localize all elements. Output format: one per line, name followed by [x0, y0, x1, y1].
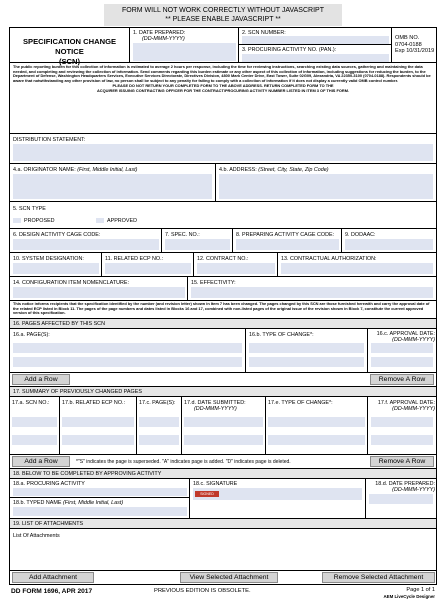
designer-credit: AEM LiveCycle Designer — [383, 594, 435, 599]
remove-attachment-button[interactable]: Remove Selected Attachment — [322, 572, 435, 583]
section-18-title: 18. BELOW TO BE COMPLETED BY APPROVING ACTIVITY — [13, 471, 162, 477]
typed-name-label: 18.b. TYPED NAME (First, Middle Initial, Last) — [13, 500, 124, 506]
cage-code-row — [9, 229, 437, 253]
section-16-header — [9, 319, 437, 329]
pan-input[interactable] — [242, 54, 389, 62]
procuring-activity-input[interactable] — [13, 488, 187, 496]
originator-address-cell — [216, 164, 437, 201]
pages-17-input-1[interactable] — [139, 417, 179, 427]
contract-no-cell — [194, 253, 278, 276]
type-of-change-input-2[interactable] — [249, 357, 364, 367]
system-designation-cell — [10, 253, 102, 276]
preparing-cage-input[interactable] — [236, 239, 339, 250]
banner-line-2: ** PLEASE ENABLE JAVASCRIPT ** — [165, 16, 281, 23]
attachments-list-label: List Of Attachments — [13, 533, 60, 539]
system-designation-label: 10. SYSTEM DESIGNATION: — [13, 256, 84, 262]
pages-input-1[interactable] — [13, 343, 242, 353]
section-17-buttons — [9, 455, 437, 469]
signature-badge[interactable]: SIGNED — [195, 491, 219, 497]
spec-no-input[interactable] — [165, 239, 230, 250]
related-ecp-cell — [102, 253, 194, 276]
approval-date-17-label: 17.f. APPROVAL DATE: (DD-MMM-YYYY) — [377, 400, 435, 412]
date-prepared-input[interactable] — [133, 43, 236, 61]
related-ecp-17-label: 17.b. RELATED ECP NO.: — [62, 400, 126, 406]
design-cage-cell — [10, 229, 162, 252]
spec-no-label: 7. SPEC. NO.: — [165, 232, 200, 238]
originator-label: 4.a. ORIGINATOR NAME: (First, Middle Initial, Last) — [13, 167, 138, 173]
scn-no-input-2[interactable] — [12, 435, 57, 445]
add-row-button-17[interactable]: Add a Row — [12, 456, 70, 467]
date-prepared-hint: (DD-MMM-YYYY) — [142, 36, 185, 42]
type-of-change-label: 16.b. TYPE OF CHANGE*: — [249, 332, 314, 338]
scn-type-approved[interactable]: APPROVED — [96, 218, 137, 224]
view-attachment-button[interactable]: View Selected Attachment — [180, 572, 278, 583]
procuring-activity-cell — [10, 479, 190, 498]
attachment-buttons — [9, 571, 437, 585]
contractual-authorization-input[interactable] — [281, 263, 433, 274]
distribution-label: DISTRIBUTION STATEMENT: — [13, 137, 86, 143]
pages-input-2[interactable] — [13, 357, 242, 367]
section-19-title: 19. LIST OF ATTACHMENTS — [13, 521, 84, 527]
previous-changes-table — [9, 397, 437, 455]
burden-text: The public reporting burden for this collection of information is estimated to average 2 hours per response, including the time for reviewing instructions, searching existing data sources, gathering and maintaining the data needed, and completing and reviewing the collection of information. Send comments regarding this burden estimate or any other aspect of this collection of information, including suggestions for reducing the burden, to the Department of Defense, Washington Headquarters Services, Executive Services Directorate, Directives Division, 4800 Mark Center Drive, East Tower, Suite 02G09, Alexandria, VA 22350-3100 (0704-0188). Respondents should be aware that notwithstanding any other provision of law, no person shall be subject to any penalty for failing to comply with a collection of information if it does not display a currently valid OMB control number. — [13, 64, 431, 83]
pages-17-label: 17.c. PAGE(S): — [139, 400, 176, 406]
omb-expiration: Exp 10/31/2019 — [395, 48, 435, 55]
effectivity-input[interactable] — [191, 287, 433, 298]
pages-column — [10, 329, 246, 372]
preparing-cage-label: 8. PREPARING ACTIVITY CAGE CODE: — [236, 232, 335, 238]
approval-date-column — [368, 329, 437, 372]
effectivity-label: 15. EFFECTIVITY: — [191, 280, 236, 286]
javascript-banner — [104, 4, 342, 26]
pan-label: 3. PROCURING ACTIVITY NO. (PAN.): — [242, 47, 337, 53]
originator-name-cell — [10, 164, 216, 201]
design-cage-input[interactable] — [13, 239, 159, 250]
omb-number: 0704-0188 — [395, 41, 422, 48]
pages-17-input-2[interactable] — [139, 435, 179, 445]
type-of-change-17-column — [266, 397, 368, 454]
type-of-change-column — [246, 329, 368, 372]
approval-date-17-input-2[interactable] — [371, 435, 433, 445]
system-row — [9, 253, 437, 277]
approved-checkbox[interactable] — [96, 218, 104, 223]
proposed-checkbox[interactable] — [13, 218, 21, 223]
form-header — [9, 27, 437, 66]
section-16-buttons — [9, 373, 437, 387]
section-19-header — [9, 519, 437, 529]
date-submitted-label: 17.d. DATE SUBMITTED: (DD-MMM-YYYY) — [184, 400, 246, 412]
related-ecp-column — [60, 397, 137, 454]
related-ecp-17-input-2[interactable] — [62, 435, 134, 445]
date-submitted-input-1[interactable] — [184, 417, 263, 427]
approval-date-17-column — [368, 397, 437, 454]
attachments-block — [9, 529, 437, 571]
date-prepared-cell — [130, 28, 239, 63]
related-ecp-17-input-1[interactable] — [62, 417, 134, 427]
spec-no-cell — [162, 229, 233, 252]
form-title — [10, 28, 130, 66]
title-text: SPECIFICATION CHANGE NOTICE — [22, 37, 117, 56]
approval-date-input-2[interactable] — [371, 357, 433, 367]
attachments-list[interactable] — [13, 540, 433, 569]
effectivity-cell — [188, 277, 437, 300]
pages-label: 16.a. PAGE(S): — [13, 332, 50, 338]
omb-no: OMB NO. — [395, 35, 420, 41]
pages-affected-table — [9, 329, 437, 373]
change-notice-text: This notice informs recipients that the specification identified by the number (and revision letter) shown in Item 7 has been changed. The pages changed by this SCN are those furnished herewith and carry the approval date of the related ECP listed in Block 11. The pages of the page numbers and dates listed in Blocks 16 and 17, combined with non-listed pages of the original issue of the revision shown in Block 7, constitute the current approved version of this specification. — [13, 301, 430, 316]
change-notice — [9, 301, 437, 319]
approval-date-input-1[interactable] — [371, 343, 433, 353]
approval-date-prepared-cell — [366, 479, 437, 519]
contract-no-input[interactable] — [197, 263, 275, 274]
address-label: 4.b. ADDRESS: (Street, City, State, Zip Code) — [219, 167, 329, 173]
scn-number-cell — [239, 28, 392, 45]
form-footer — [9, 586, 437, 600]
scn-type-row — [9, 202, 437, 229]
scn-type-label: 5. SCN TYPE — [13, 206, 46, 212]
scn-no-column — [10, 397, 60, 454]
approving-activity-block — [9, 479, 437, 519]
distribution-row — [9, 134, 437, 164]
section-18-header — [9, 469, 437, 479]
typed-name-cell — [10, 498, 190, 519]
return-line-1: PLEASE DO NOT RETURN YOUR COMPLETED FORM TO THE ABOVE ADDRESS. RETURN COMPLETED FORM TO THE — [112, 83, 334, 89]
related-ecp-label: 11. RELATED ECP NO.: — [105, 256, 164, 262]
configuration-item-label: 14. CONFIGURATION ITEM NOMENCLATURE: — [13, 280, 130, 286]
preparing-cage-cell — [233, 229, 342, 252]
dodaac-input[interactable] — [345, 239, 433, 250]
contractual-authorization-cell — [278, 253, 437, 276]
change-type-legend: *"S" indicates the page is superseded. "A" indicates page is added. "D" indicates page is deleted. — [76, 459, 291, 465]
subtitle-text: (SCN) — [58, 57, 81, 66]
section-17-header — [9, 387, 437, 397]
system-designation-input[interactable] — [13, 263, 99, 274]
type-of-change-17-input-1[interactable] — [268, 417, 365, 427]
originator-row — [9, 164, 437, 202]
scn-number-label: 2. SCN NUMBER: — [242, 30, 286, 36]
form-number: DD FORM 1696, APR 2017 — [11, 588, 93, 595]
banner-line-1: FORM WILL NOT WORK CORRECTLY WITHOUT JAVASCRIPT — [122, 7, 324, 14]
dodaac-label: 9. DODAAC: — [345, 232, 376, 238]
section-16-title: 16. PAGES AFFECTED BY THIS SCN — [13, 321, 105, 327]
add-attachment-button[interactable]: Add Attachment — [12, 572, 94, 583]
distribution-input[interactable] — [13, 144, 433, 161]
date-submitted-input-2[interactable] — [184, 435, 263, 445]
design-cage-label: 6. DESIGN ACTIVITY CAGE CODE: — [13, 232, 101, 238]
date-prepared-label: 1. DATE PREPARED: — [133, 30, 186, 36]
approval-date-prepared-label: 18.d. DATE PREPARED: (DD-MMM-YYYY) — [375, 481, 435, 493]
originator-address-input[interactable] — [219, 174, 433, 199]
contractual-authorization-label: 13. CONTRACTUAL AUTHORIZATION: — [281, 256, 377, 262]
approval-date-prepared-input[interactable] — [369, 494, 433, 504]
dodaac-cell — [342, 229, 437, 252]
remove-row-button-17[interactable]: Remove A Row — [370, 456, 434, 467]
type-of-change-17-label: 17.e. TYPE OF CHANGE*: — [268, 400, 333, 406]
page-indicator: Page 1 of 1 — [406, 587, 435, 593]
signature-cell — [190, 479, 366, 519]
remove-row-button-16[interactable]: Remove A Row — [370, 374, 434, 385]
configuration-row — [9, 277, 437, 301]
pan-cell — [239, 45, 392, 63]
scn-no-input-1[interactable] — [12, 417, 57, 427]
scn-no-label: 17.a. SCN NO.: — [12, 400, 50, 406]
contract-no-label: 12. CONTRACT NO.: — [197, 256, 249, 262]
typed-name-input[interactable] — [13, 507, 187, 516]
configuration-item-input[interactable] — [13, 287, 185, 298]
pages-17-column — [137, 397, 182, 454]
scn-number-input[interactable] — [242, 36, 389, 44]
previous-edition-note: PREVIOUS EDITION IS OBSOLETE. — [154, 588, 251, 594]
section-17-title: 17. SUMMARY OF PREVIOUSLY CHANGED PAGES — [13, 389, 142, 395]
return-line-2: ACQUIRER ISSUING CONTRACTING OFFICER FOR THE CONTRACT/PROCURING ACTIVITY NUMBER LISTED IN ITEM 3 OF THIS FORM. — [96, 87, 350, 93]
date-submitted-column — [182, 397, 266, 454]
signature-label: 18.c. SIGNATURE — [193, 481, 238, 487]
scn-type-proposed[interactable]: PROPOSED — [13, 218, 55, 224]
burden-notice — [9, 63, 437, 134]
configuration-item-cell — [10, 277, 188, 300]
type-of-change-17-input-2[interactable] — [268, 435, 365, 445]
add-row-button-16[interactable]: Add a Row — [12, 374, 70, 385]
approval-date-label: 16.c. APPROVAL DATE: (DD-MMM-YYYY) — [376, 331, 435, 343]
approval-date-17-input-1[interactable] — [371, 417, 433, 427]
originator-name-input[interactable] — [13, 174, 212, 199]
procuring-activity-label: 18.a. PROCURING ACTIVITY — [13, 481, 85, 487]
related-ecp-input[interactable] — [105, 263, 191, 274]
omb-info — [395, 35, 434, 55]
type-of-change-input-1[interactable] — [249, 343, 364, 353]
